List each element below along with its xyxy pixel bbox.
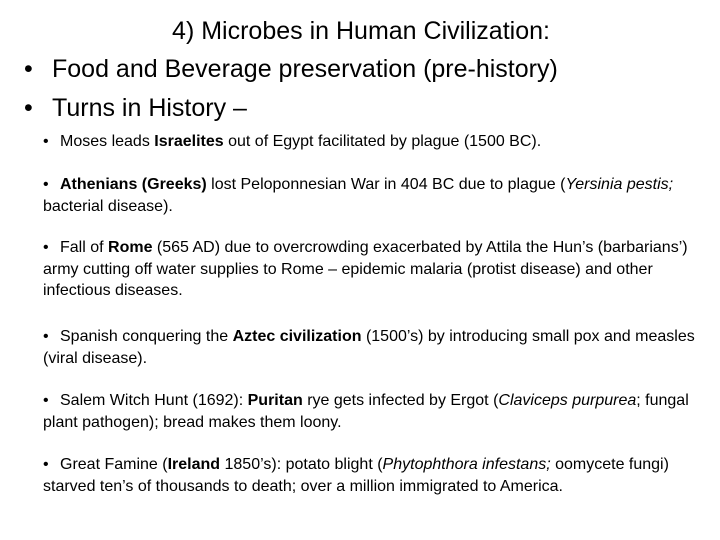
- sub-bullet-text: Yersinia pestis;: [565, 176, 674, 193]
- bullet-glyph: •: [43, 328, 49, 345]
- sub-bullet-text: Athenians (Greeks): [60, 176, 207, 193]
- sub-bullet-text: Fall of: [60, 239, 109, 256]
- main-bullet-item: [24, 54, 558, 84]
- sub-bullet-text: lost Peloponnesian War in 404 BC due to plague (: [206, 176, 566, 193]
- sub-bullet-text: Great Famine (: [60, 456, 168, 473]
- sub-bullet-text: rye gets infected by Ergot (: [302, 392, 499, 409]
- sub-bullet-item: [43, 454, 708, 497]
- bullet-glyph: •: [43, 176, 49, 193]
- bullet-glyph: •: [43, 392, 49, 409]
- sub-bullet-text: Phytophthora infestans;: [382, 456, 551, 473]
- sub-bullet-text: Moses leads: [60, 133, 155, 150]
- sub-bullet-text: bacterial disease).: [43, 197, 173, 215]
- sub-bullet-item: [43, 390, 708, 433]
- bullet-glyph: •: [43, 456, 49, 473]
- main-bullet-item: [24, 93, 247, 123]
- sub-bullet-text: (565 AD) due to overcrowding exacerbated by Attila the Hun’s (barbarians’) army cutting off water supplies to Rome – epidemic malaria (protist disease) and other infectious diseases.: [43, 239, 688, 299]
- main-bullet-text: Turns in History –: [52, 94, 247, 122]
- bullet-glyph: •: [24, 55, 33, 83]
- sub-bullet-text: out of Egypt facilitated by plague (1500 BC).: [223, 133, 542, 150]
- sub-bullet-text: 1850’s): potato blight (: [220, 456, 383, 473]
- sub-bullet-text: ; fungal plant pathogen); bread makes them loony.: [43, 392, 689, 431]
- sub-bullet-text: oomycete fungi) starved ten’s of thousands to death; over a million immigrated to America.: [43, 456, 669, 495]
- sub-bullet-text: Aztec civilization: [232, 328, 362, 345]
- sub-bullet-text: Salem Witch Hunt (1692):: [60, 392, 248, 409]
- bullet-glyph: •: [43, 133, 49, 150]
- sub-bullet-text: Puritan: [247, 392, 303, 409]
- main-bullet-text: Food and Beverage preservation (pre-history): [52, 55, 558, 83]
- bullet-glyph: •: [24, 94, 33, 122]
- sub-bullet-item: [43, 131, 708, 153]
- sub-bullet-item: [43, 326, 708, 369]
- bullet-glyph: •: [43, 239, 49, 256]
- sub-bullet-text: Claviceps purpurea: [498, 392, 637, 409]
- sub-bullet-text: Israelites: [154, 133, 224, 150]
- sub-bullet-text: Ireland: [167, 456, 221, 473]
- sub-bullet-item: [43, 237, 708, 302]
- sub-bullet-item: [43, 174, 708, 217]
- sub-bullet-text: Rome: [108, 239, 153, 256]
- sub-bullet-text: (1500’s) by introducing small pox and measles (viral disease).: [43, 328, 695, 367]
- slide-title: 4) Microbes in Human Civilization:: [172, 17, 550, 45]
- sub-bullet-text: Spanish conquering the: [60, 328, 233, 345]
